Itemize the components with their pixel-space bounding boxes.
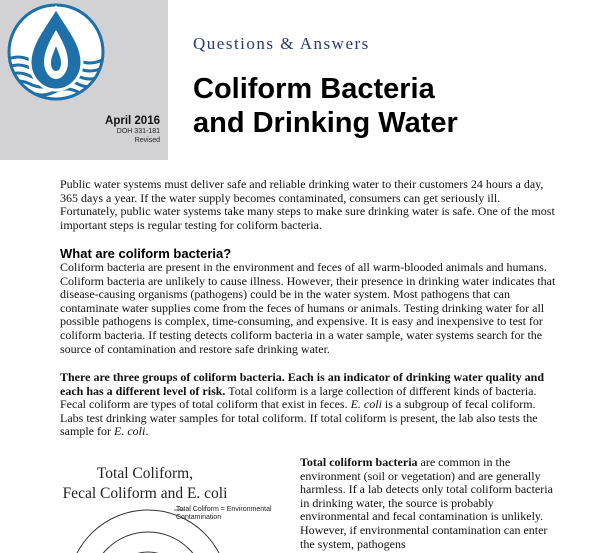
diagram-title [40,464,250,504]
document-number: DOH 331-181 [116,128,160,135]
groups-text-b: is a subgroup of fecal coliform. Labs test drinking water samples for total coliform. If total coliform is present, the lab also tests the sample for [60,397,538,439]
ecoli-term: E. coli [113,424,146,439]
groups-lead-text: There are three groups of coliform bacteria. Each is an indicator of drinking water quality and each has a different level of risk. [60,370,544,398]
diagram-title-line-2: Fecal Coliform and E. coli [62,485,228,502]
page-title [193,72,458,140]
series-label: Questions & Answers [193,34,370,53]
diagram-title-line-1: Total Coliform, [96,465,194,482]
groups-text-c: . [145,424,149,439]
header-sidebar-panel [0,0,168,160]
fecal-coliform-ring [90,532,206,553]
total-coliform-paragraph [300,456,562,551]
total-coliform-text: are common in the environment (soil or vegetation) and are generally harmless. If a lab detects only total coliform bacteria in drinking water, the source is probably environmental and fecal contamination is unlikely. However, if environmental contamination can enter the system, pathogens [300,455,553,551]
intro-paragraph: Public water systems must deliver safe and reliable drinking water to their customers 24 hours a day, 365 days a year. If the water supply becomes contaminated, consumers can get seriously ill. Fortunately, public water systems take many steps to make sure drinking water is safe. One of the most important steps is regular testing for coliform bacteria. [60,177,555,232]
coliform-groups-paragraph [60,371,560,439]
coliform-nested-circles-diagram [60,508,260,553]
section-heading-what-are-coliform: What are coliform bacteria? [60,246,232,261]
publication-date: April 2016 [105,115,160,127]
section1-paragraph: Coliform bacteria are present in the environment and feces of all warm-blooded animals and humans. Coliform bacteria are unlikely to cause illness. However, their presence in drinking water indicates that disease-causing organisms (pathogens) could be in the water system. Most pathogens that can contaminate water supplies come from the feces of humans or animals. Testing drinking water for all possible pathogens is complex, time-consuming, and expensive. It is easy and inexpensive to test for coliform bacteria. If testing detects coliform bacteria in a water sample, water systems search for the source of contamination and restore safe drinking water. [60,260,556,356]
total-coliform-label-line-1: Total Coliform = Environmental [176,506,272,513]
groups-text-a: Total coliform is a large collection of different kinds of bacteria. Fecal coliform are types of total coliform that exist in feces. [60,383,537,412]
total-coliform-lead: Total coliform bacteria [300,455,418,469]
title-line-1: Coliform Bacteria [193,73,435,105]
total-coliform-label-line-2: Contamination [176,514,222,521]
water-drop-icon [6,2,106,120]
publication-info [105,115,160,145]
revision-label: Revised [134,137,160,144]
title-line-2: and Drinking Water [193,107,458,139]
ecoli-term: E. coli [350,397,382,412]
